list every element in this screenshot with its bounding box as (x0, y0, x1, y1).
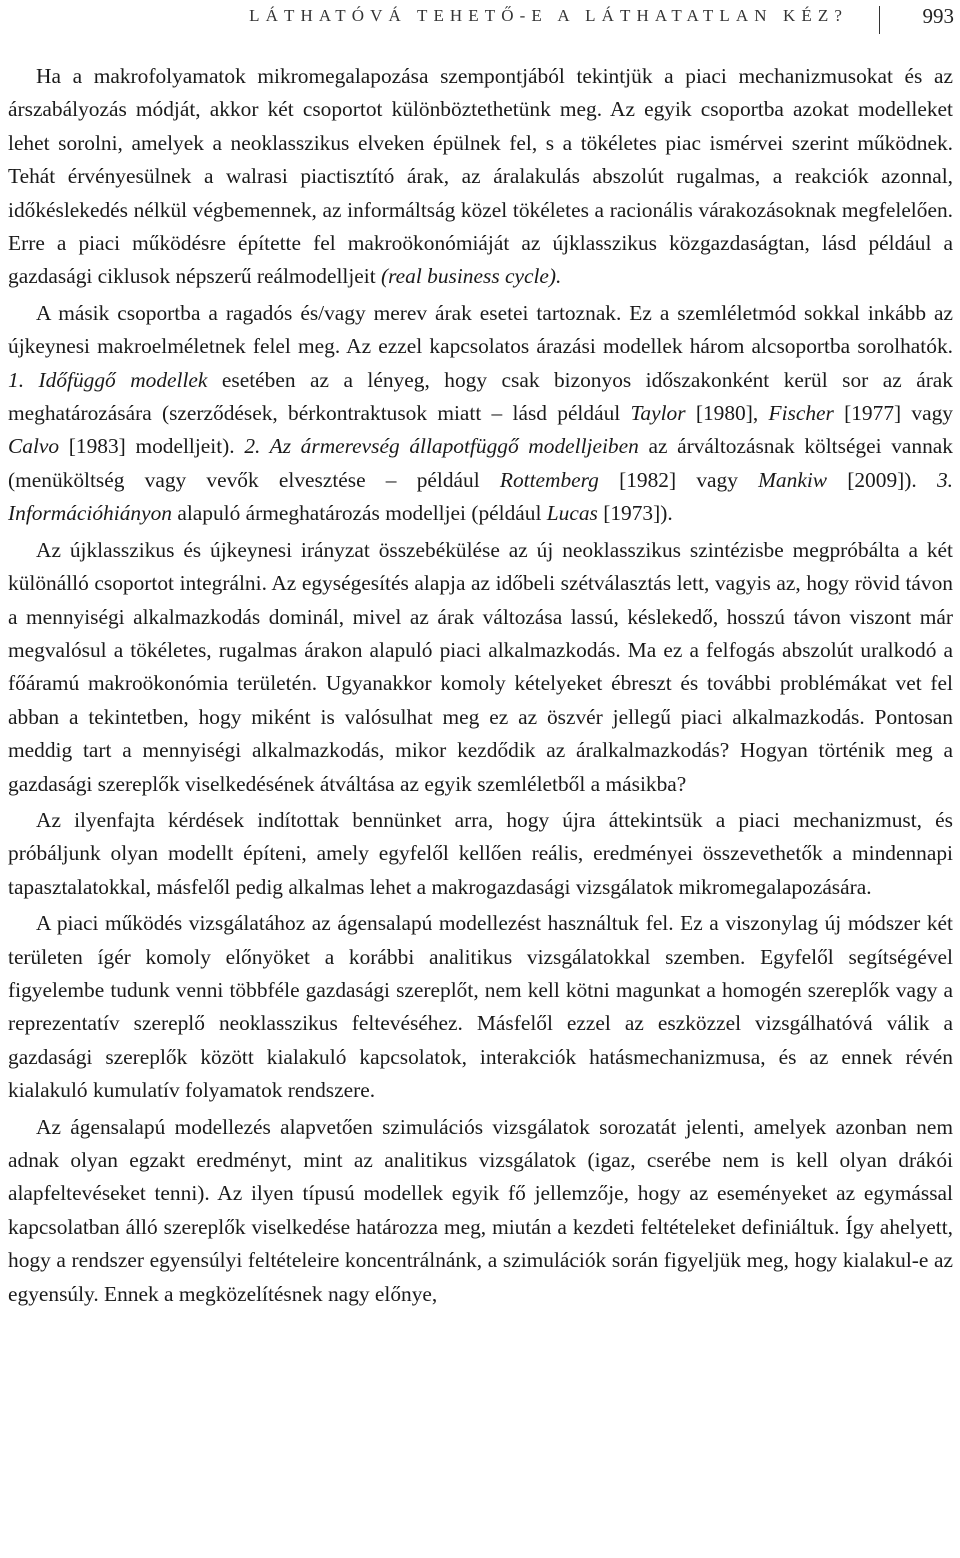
italic-text: 3. Információhiányon (8, 467, 953, 526)
paragraph (8, 297, 953, 531)
italic-text: Calvo (8, 434, 60, 459)
body-text (8, 60, 953, 1311)
italic-text: Mankiw (758, 467, 828, 492)
text-segment: A másik csoportba a ragadós és/vagy merev árak esetei tartoznak. Ez a szemléletmód sokkal inkább az újkeynesi makroelméletnek felel meg. Az ezzel kapcsolatos árazási modellek három alcsoportba sorolhatók. (8, 300, 953, 359)
text-segment: az árváltozásnak költségei vannak (menüköltség vagy vevők elvesztése – például (8, 434, 953, 492)
text-segment: Ha a makrofolyamatok mikromegalapozása szempontjából tekintjük a piaci mechanizmusokat és az árszabályozás módját, akkor két csoportot különböztethetünk meg. Az egyik csoportba azokat modelleket lehet sorolni, amelyek a neoklasszikus elveken épülnek fel, s a tökéletes piac ismérvei szerint működnek. Tehát érvényesülnek a walrasi piactisztító árak, az áralakulás abszolút rugalmas, a reakciók azonnal, időkéslekedés nélkül végbemennek, az informáltság közel tökéletes a racionális várakozásoknak megfelelően. Erre a piaci működésre építette fel makroökonómiáját az újklasszikus közgazdaságtan, lásd például a gazdasági ciklusok népszerű reálmodelljeit (8, 64, 953, 289)
running-title: LÁTHATÓVÁ TEHETŐ-E A LÁTHATATLAN KÉZ? (249, 6, 848, 25)
text-segment: [1980], (685, 401, 769, 426)
text-segment: A piaci működés vizsgálatához az ágensalapú modellezést használtuk fel. Ez a viszonylag új módszer két területen ígér komoly előnyöket a korábbi analitikus vizsgálatokkal szemben. Egyfelől segítségével figyelembe tudunk venni többféle gazdasági szereplőt, nem kell kötni magunkat a homogén szereplők vagy a reprezentatív szereplő neoklasszikus feltevéséhez. Másfelől ezzel az eszközzel vizsgálhatóvá válik a gazdasági szereplők között kialakuló kapcsolatok, interakciók hatásmechanizmusa, és az ennek révén kialakuló kumulatív folyamatok rendszere. (8, 911, 953, 1103)
text-segment: [1983] modelljeit). (59, 434, 245, 459)
paragraph (8, 1111, 953, 1311)
italic-text: 1. Időfüggő modellek (8, 367, 208, 392)
italic-text: Fischer (768, 401, 834, 426)
paragraph (8, 534, 953, 801)
italic-text: (real business cycle). (381, 264, 562, 289)
header-divider (879, 6, 880, 34)
text-segment: [2009]). (827, 467, 937, 492)
paragraph (8, 907, 953, 1107)
text-segment: [1973]). (597, 501, 673, 526)
text-segment: Az ilyenfajta kérdések indítottak bennünket arra, hogy újra áttekintsük a piaci mechanizmust, és próbáljunk olyan modellt építeni, amely egyfelől kellően reális, eredményei összevethetők a mindennapi tapasztalatokkal, másfelől pedig alkalmas lehet a makrogazdasági vizsgálatok mikromegalapozására. (8, 807, 953, 899)
italic-text: Taylor (630, 401, 686, 426)
italic-text: Lucas (546, 501, 598, 526)
text-segment: [1977] vagy (833, 401, 953, 426)
paragraph (8, 804, 953, 904)
text-segment: [1982] vagy (598, 467, 759, 492)
paragraph (8, 60, 953, 294)
italic-text: 2. Az ármerevség állapotfüggő modelljeiben (244, 434, 639, 459)
page-number: 993 (922, 4, 954, 28)
running-header (0, 6, 960, 32)
text-segment: Az ágensalapú modellezés alapvetően szimulációs vizsgálatok sorozatát jelenti, amelyek azonban nem adnak olyan egzakt eredményt, mint az analitikus vizsgálatok (igaz, cserébe nem is kell olyan drákói alapfeltevéseket tenni). Az ilyen típusú modellek egyik fő jellemzője, hogy az eseményeket az egymással kapcsolatban álló szereplők viselkedése határozza meg, miután a kezdeti feltételeket definiáltuk. Így ahelyett, hogy a rendszer egyensúlyi feltételeire koncentrálnánk, a szimulációk során figyeljük meg, hogy kialakul-e az egyensúly. Ennek a megközelítésnek nagy előnye, (8, 1114, 953, 1306)
italic-text: Rottemberg (499, 467, 599, 492)
text-segment: esetében az a lényeg, hogy csak bizonyos időszakonként kerül sor az árak meghatározására (szerződések, bérkontraktusok miatt – lásd például (8, 367, 954, 426)
text-segment: Az újklasszikus és újkeynesi irányzat összebékülése az új neoklasszikus szintézisbe megpróbálta a két különálló csoportot integrálni. Az egységesítés alapja az időbeli szétválasztás lett, vagyis az, hogy rövid távon a mennyiségi alkalmazkodás dominál, mivel az árak változása lassú, késlekedő, hosszú távon viszont már megvalósul a tökéletes, rugalmas árakon alapuló piaci alkalmazkodás. Ma ez a felfogás abszolút uralkodó a főáramú makroökonómia területén. Ugyanakkor komoly kételyeket ébreszt és további problémákat vet fel abban a tekintetben, hogy miként is valósulhat meg ez az öszvér jellegű piaci alkalmazkodás. Pontosan meddig tart a mennyiségi alkalmazkodás, mikor kezdődik az áralkalmazkodás? Hogyan történik meg a gazdasági szereplők viselkedésének átváltása az egyik szemléletből a másikba? (8, 537, 953, 796)
text-segment: alapuló ármeghatározás modelljei (például (171, 501, 547, 526)
